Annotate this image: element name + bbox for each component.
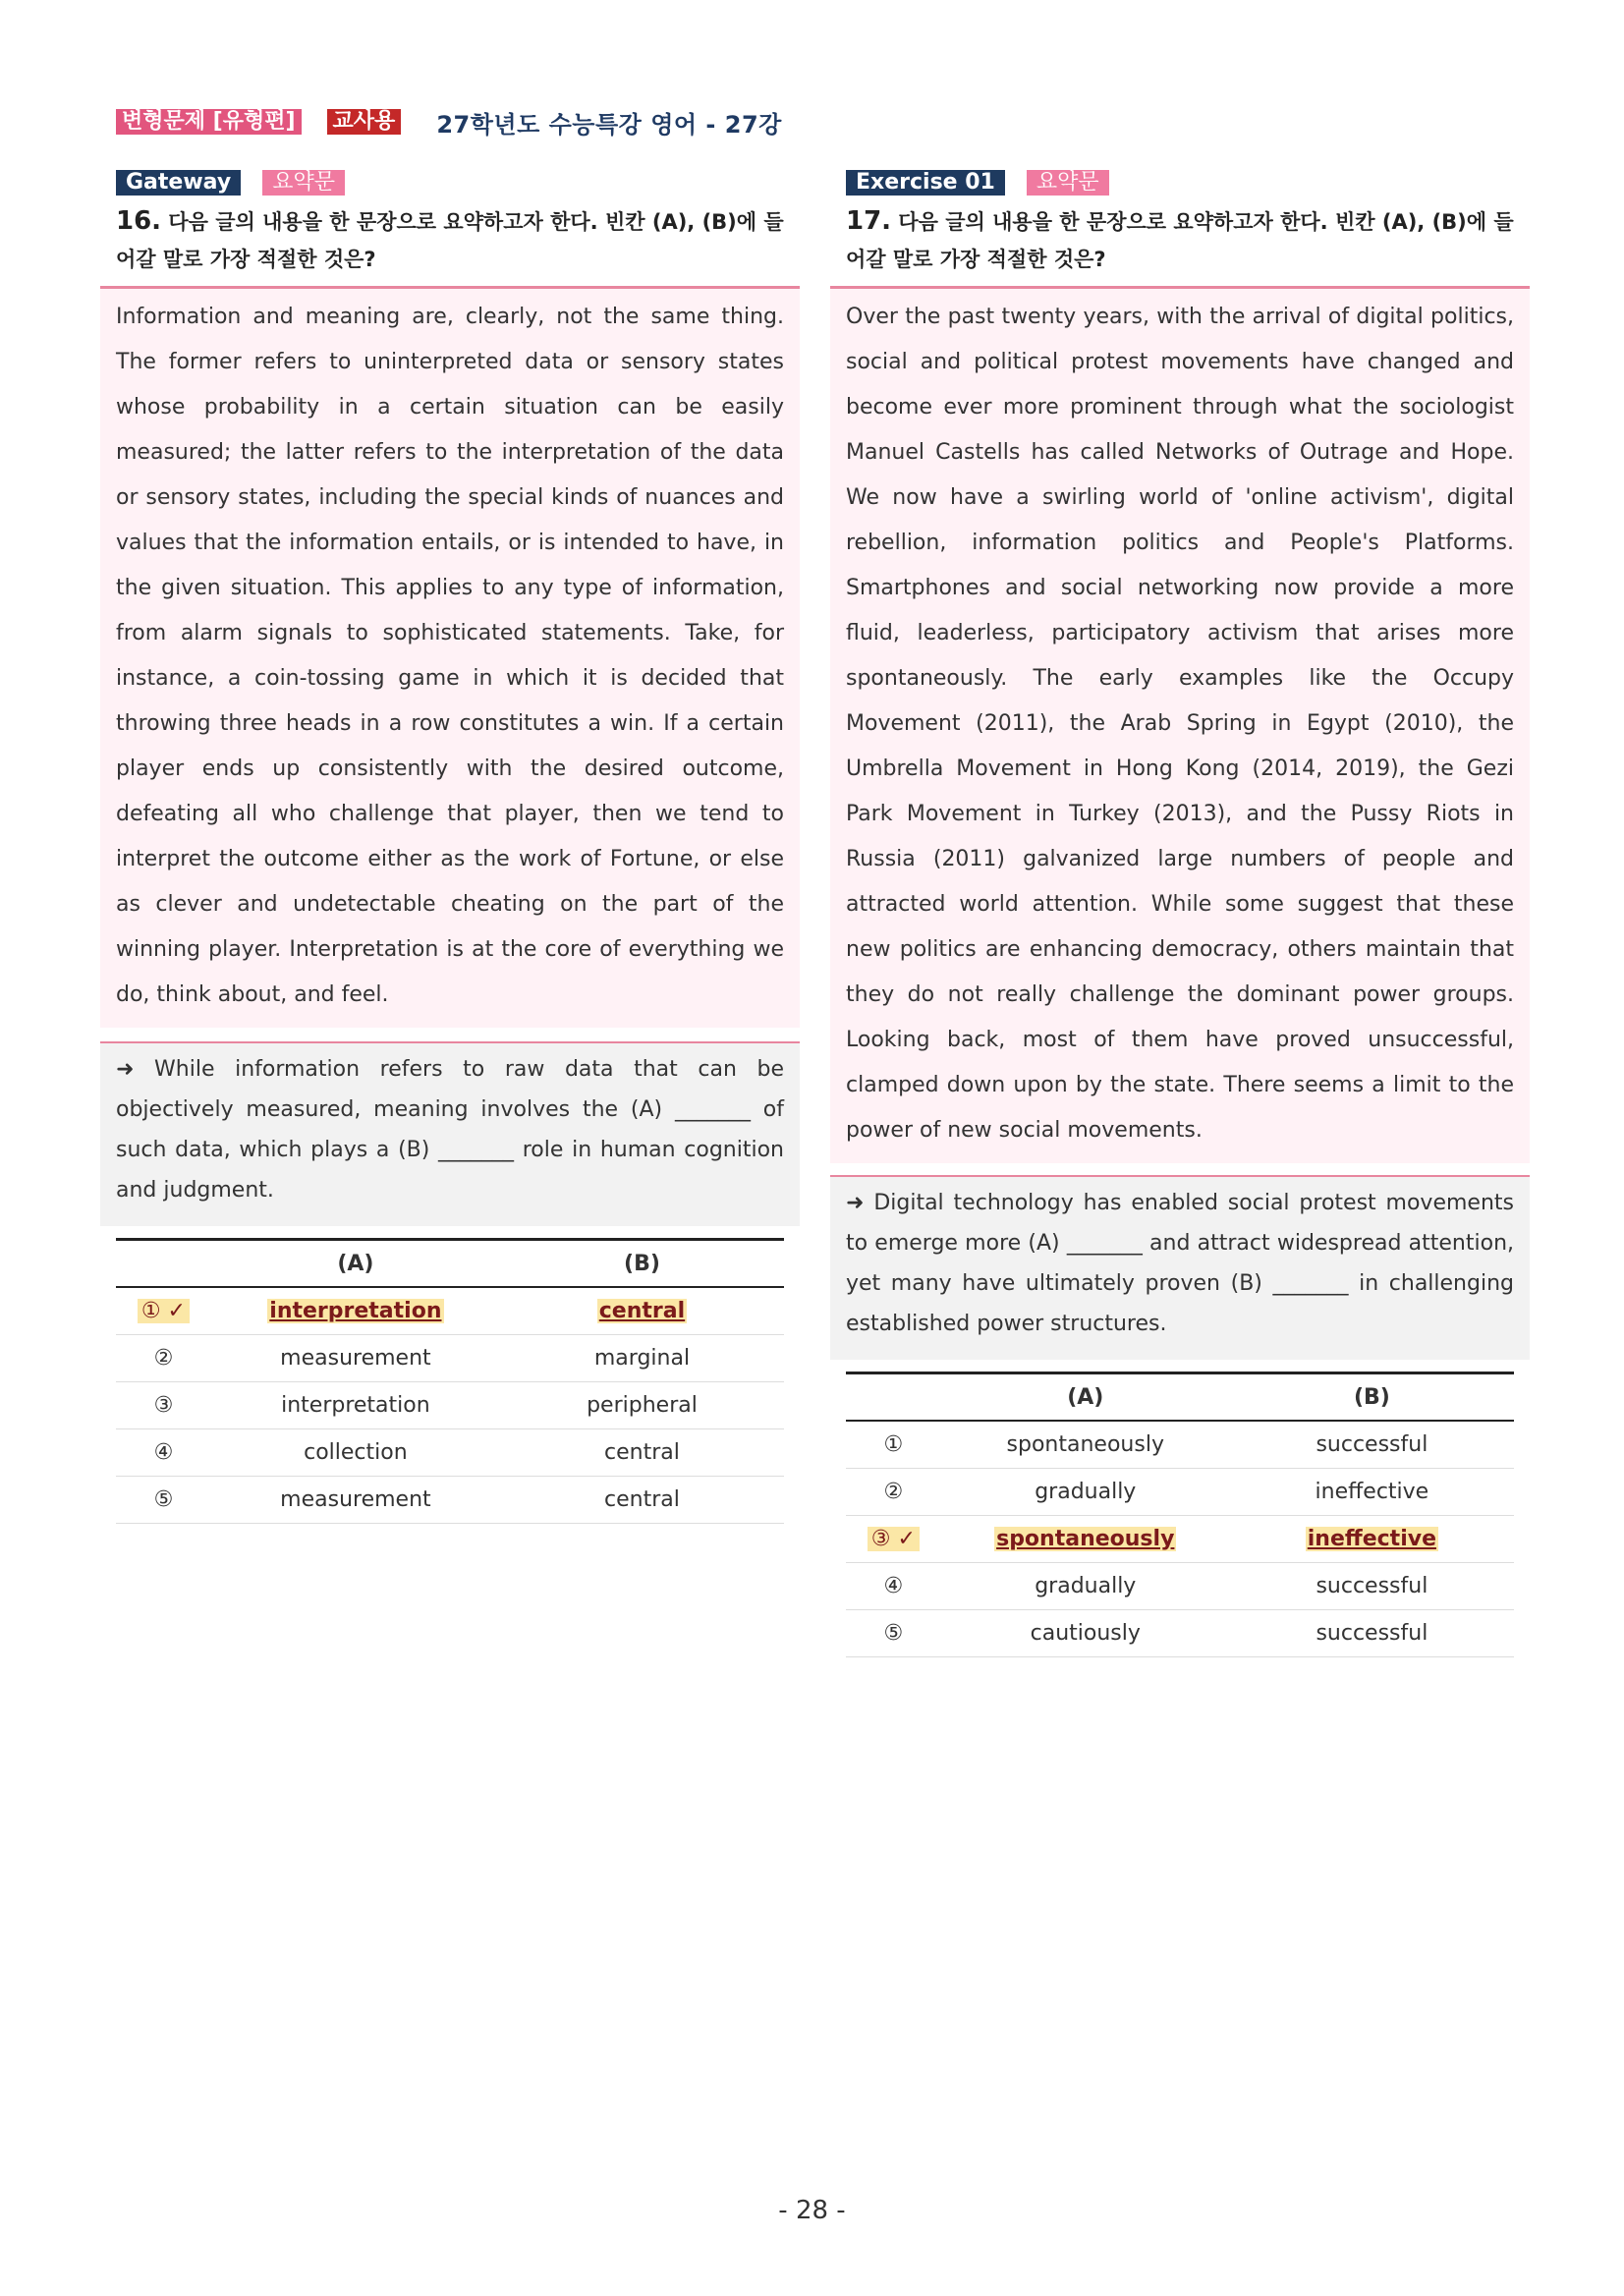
- passage: Over the past twenty years, with the arrival of digital politics, social and political protest movements have changed and become ever more prominent through what the sociologist Manuel Castells has called Networks of Outrage and Hope. We now have a swirling world of 'online activism', digital rebellion, information politics and People's Platforms. Smartphones and social networking now provide a more fluid, leaderless, participatory activism that arises more spontaneously. The early examples like the Occupy Movement (2011), the Arab Spring in Egypt (2010), the Umbrella Movement in Hong Kong (2014, 2019), the Gezi Park Movement in Turkey (2013), and the Pussy Riots in Russia (2011) galvanized large numbers of people and attracted world attention. While some suggest that these new politics are enhancing democracy, others maintain that they do not really challenge the dominant power groups. Looking back, most of them have proved unsuccessful, clamped down upon by the state. There seems a limit to the power of new social movements.: [830, 286, 1530, 1163]
- left-badges: [116, 169, 800, 196]
- choice-b: successful: [1230, 1610, 1514, 1657]
- choice-b: successful: [1230, 1563, 1514, 1610]
- choice-number: ① ✓: [138, 1299, 190, 1323]
- choice-a: interpretation: [269, 1299, 442, 1323]
- column-b-header: (B): [1230, 1373, 1514, 1422]
- choice-number: ②: [116, 1335, 211, 1382]
- choice-b: peripheral: [500, 1382, 784, 1429]
- page-number: - 28 -: [778, 2196, 846, 2225]
- choice-number: ④: [116, 1429, 211, 1477]
- exercise-badge: Exercise 01: [846, 170, 1005, 196]
- question-16: [116, 202, 794, 278]
- choice-a: spontaneously: [996, 1527, 1175, 1551]
- choice-b: marginal: [500, 1335, 784, 1382]
- passage: Information and meaning are, clearly, not the same thing. The former refers to uninterpreted data or sensory states whose probability in a certain situation can be easily measured; the latter refers to the interpretation of the data or sensory states, including the special kinds of nuances and values that the information entails, or is intended to have, in the given situation. This applies to any type of information, from alarm signals to sophisticated statements. Take, for instance, a coin-tossing game in which it is decided that throwing three heads in a row constitutes a win. If a certain player ends up consistently with the desired outcome, defeating all who challenge that player, then we tend to interpret the outcome either as the work of Fortune, or else as clever and undetectable cheating on the part of the winning player. Interpretation is at the core of everything we do, think about, and feel.: [100, 286, 800, 1028]
- summary-type-badge: 요약문: [1027, 170, 1109, 196]
- choice-b: ineffective: [1307, 1527, 1436, 1551]
- choice-number: ③: [116, 1382, 211, 1429]
- choice-a: interpretation: [211, 1382, 500, 1429]
- answer-choices: [116, 1238, 784, 1524]
- choice-b: central: [500, 1429, 784, 1477]
- choices-header: [846, 1373, 1514, 1422]
- choice-a: cautiously: [941, 1610, 1230, 1657]
- choice-number: ②: [846, 1469, 941, 1516]
- choice-b: central: [598, 1299, 686, 1323]
- right-column: [830, 169, 1530, 1657]
- question-17: [846, 202, 1524, 278]
- question-text: 다음 글의 내용을 한 문장으로 요약하고자 한다. 빈칸 (A), (B)에 들어갈 말로 가장 적절한 것은?: [116, 210, 784, 271]
- choice-number: ④: [846, 1563, 941, 1610]
- choice-a: spontaneously: [941, 1421, 1230, 1469]
- choice-row[interactable]: [116, 1287, 784, 1335]
- choice-number: ⑤: [116, 1477, 211, 1524]
- left-column: [100, 169, 800, 1524]
- gateway-badge: Gateway: [116, 170, 241, 196]
- choice-row[interactable]: [846, 1469, 1514, 1516]
- summary-sentence: ➜ While information refers to raw data that can be objectively measured, meaning involves the (A) _______ of such data, which plays a (B) _______ role in human cognition and judgment.: [100, 1041, 800, 1226]
- choice-row[interactable]: [846, 1421, 1514, 1469]
- choice-b: successful: [1230, 1421, 1514, 1469]
- summary-sentence: ➜ Digital technology has enabled social protest movements to emerge more (A) _______ and attract widespread attention, yet many have ultimately proven (B) _______ in challenging established power structures.: [830, 1175, 1530, 1360]
- choice-a: gradually: [941, 1469, 1230, 1516]
- page-title: 27학년도 수능특강 영어 - 27강: [436, 110, 782, 139]
- choice-row[interactable]: [846, 1516, 1514, 1563]
- choice-b: central: [500, 1477, 784, 1524]
- choice-row[interactable]: [116, 1477, 784, 1524]
- choice-a: collection: [211, 1429, 500, 1477]
- choice-number: ③ ✓: [868, 1527, 920, 1551]
- column-a-header: (A): [941, 1373, 1230, 1422]
- page-header: [116, 106, 782, 138]
- choice-row[interactable]: [846, 1563, 1514, 1610]
- choice-row[interactable]: [846, 1610, 1514, 1657]
- answer-choices: [846, 1372, 1514, 1657]
- choice-a: gradually: [941, 1563, 1230, 1610]
- column-b-header: (B): [500, 1240, 784, 1288]
- question-text: 다음 글의 내용을 한 문장으로 요약하고자 한다. 빈칸 (A), (B)에 들어갈 말로 가장 적절한 것은?: [846, 210, 1514, 271]
- right-badges: [846, 169, 1530, 196]
- type-tag: 변형문제 [유형편]: [116, 109, 302, 135]
- choice-row[interactable]: [116, 1335, 784, 1382]
- column-a-header: (A): [211, 1240, 500, 1288]
- choice-row[interactable]: [116, 1382, 784, 1429]
- summary-type-badge: 요약문: [262, 170, 345, 196]
- teacher-tag: 교사용: [327, 109, 402, 135]
- choice-number: ⑤: [846, 1610, 941, 1657]
- question-number: 17.: [846, 206, 892, 236]
- choices-header: [116, 1240, 784, 1288]
- choice-a: measurement: [211, 1477, 500, 1524]
- choice-row[interactable]: [116, 1429, 784, 1477]
- choice-a: measurement: [211, 1335, 500, 1382]
- choice-number: ①: [846, 1421, 941, 1469]
- choice-b: ineffective: [1230, 1469, 1514, 1516]
- question-number: 16.: [116, 206, 162, 236]
